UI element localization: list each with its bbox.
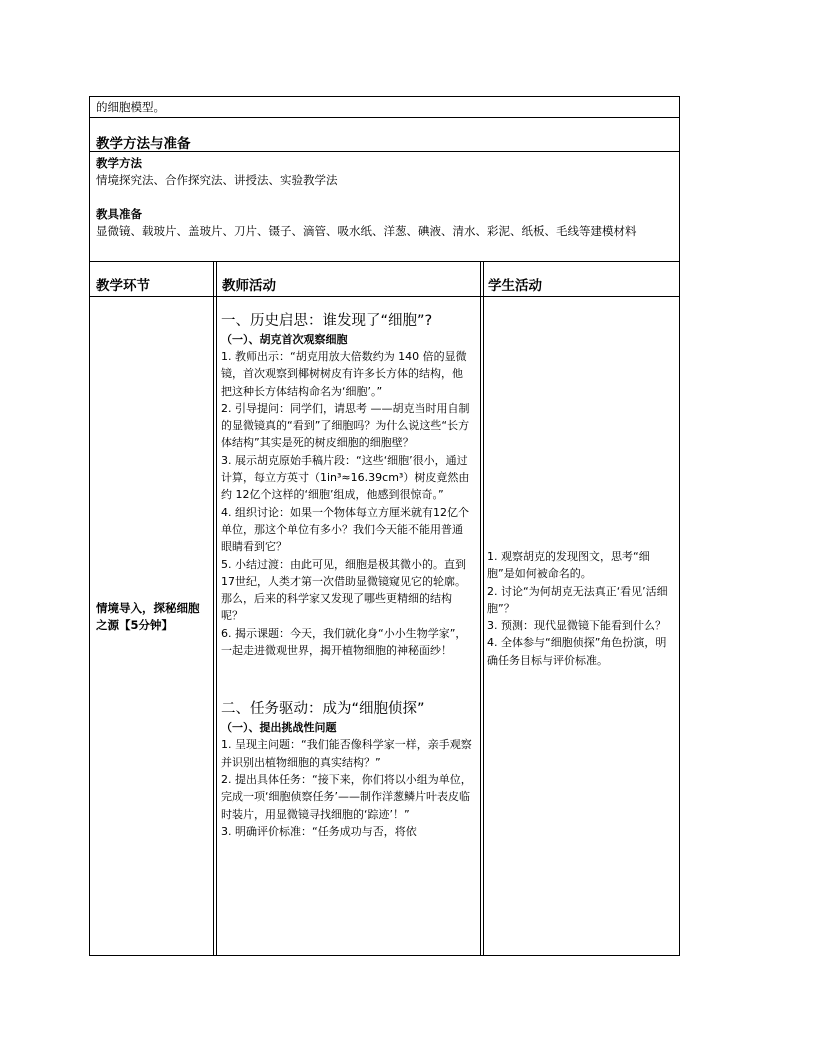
methods-cell — [96, 155, 671, 240]
list-item: 3. 预测：现代显微镜下能看到什么？ — [487, 619, 666, 633]
list-item: 2. 提出具体任务：“接下来，你们将以小组为单位，完成一项‘细胞侦察任务’——制作洋葱鳞片叶表皮临时装片，用显微镜寻找细胞的‘踪迹’！” — [221, 772, 472, 821]
list-item: 4. 组织讨论：如果一个物体每立方厘米就有12亿个单位，那这个单位有多小？我们今天能不能用普通眼睛看到它？ — [221, 505, 469, 554]
document-table — [89, 96, 680, 956]
header-student: 学生活动 — [488, 278, 542, 294]
part1-subhead: （一）、胡克首次观察细胞 — [221, 333, 348, 346]
column-divider — [483, 261, 484, 955]
top-fragment: 的细胞模型。 — [96, 100, 165, 114]
list-item: 5. 小结过渡：由此可见，细胞是极其微小的。直到 17世纪，人类才第一次借助显微镜窥见它的轮廓。那么，后来的科学家又发现了哪些更精细的结构呢？ — [221, 557, 466, 623]
part2-title: 二、任务驱动：成为“细胞侦探” — [221, 701, 425, 718]
divider — [90, 117, 679, 118]
list-item: 3. 明确评价标准：“任务成功与否，将依 — [221, 824, 417, 838]
divider — [90, 296, 679, 297]
part2-list — [221, 736, 473, 840]
divider — [90, 151, 679, 152]
header-stage: 教学环节 — [96, 278, 150, 294]
column-divider — [480, 261, 481, 955]
column-divider — [216, 261, 217, 955]
methods-section-title-cell — [96, 132, 671, 152]
list-item: 1. 教师出示：“胡克用放大倍数约为 140 倍的显微镜，首次观察到椰树树皮有许多长方体的结构，他把这种长方体结构命名为‘细胞’。” — [221, 350, 467, 398]
column-divider — [213, 261, 214, 955]
top-fragment-cell — [96, 99, 671, 116]
list-item: 1. 观察胡克的发现图文，思考“细胞”是如何被命名的。 — [487, 550, 650, 581]
list-item: 2. 引导提问：同学们，请思考 ——胡克当时用自制的显微镜真的“看到”了细胞吗？为什么说这些“长方体结构”其实是死的树皮细胞的细胞壁？ — [221, 401, 470, 450]
tools-label: 教具准备 — [96, 207, 142, 221]
methods-label: 教学方法 — [96, 156, 142, 170]
list-item: 6. 揭示课题：今天，我们就化身“小小生物学家”，一起走进微观世界，揭开植物细胞的神秘面纱！ — [221, 626, 467, 658]
list-item: 2. 讨论“为何胡克无法真正‘看见’活细胞”？ — [487, 584, 668, 615]
list-item: 1. 呈现主问题：“我们能否像科学家一样，亲手观察并识别出植物细胞的真实结构？” — [221, 738, 472, 769]
student-activity — [487, 548, 672, 669]
tools-text: 显微镜、载玻片、盖玻片、刀片、镊子、滴管、吸水纸、洋葱、碘液、清水、彩泥、纸板、毛线等建模材料 — [96, 224, 637, 238]
list-item: 3. 展示胡克原始手稿片段：“这些‘细胞’很小，通过计算，每立方英寸（1in³≈16.39cm³）树皮竟然由约 12亿个这样的‘细胞’组成，他感到很惊奇。” — [221, 453, 470, 502]
stage-label: 情境导入，探秘细胞之源【5分钟】 — [96, 601, 200, 632]
part1-title: 一、历史启思：谁发现了“细胞”? — [221, 313, 433, 329]
part1-list — [221, 348, 473, 659]
list-item: 4. 全体参与“细胞侦探”角色扮演，明确任务目标与评价标准。 — [487, 636, 667, 667]
teacher-activity — [221, 311, 473, 840]
methods-section-title: 教学方法与准备 — [96, 136, 191, 152]
divider — [90, 261, 679, 262]
part2-subhead: （一）、提出挑战性问题 — [221, 721, 337, 735]
methods-text: 情境探究法、合作探究法、讲授法、实验教学法 — [96, 173, 338, 187]
header-teacher: 教师活动 — [222, 278, 276, 294]
